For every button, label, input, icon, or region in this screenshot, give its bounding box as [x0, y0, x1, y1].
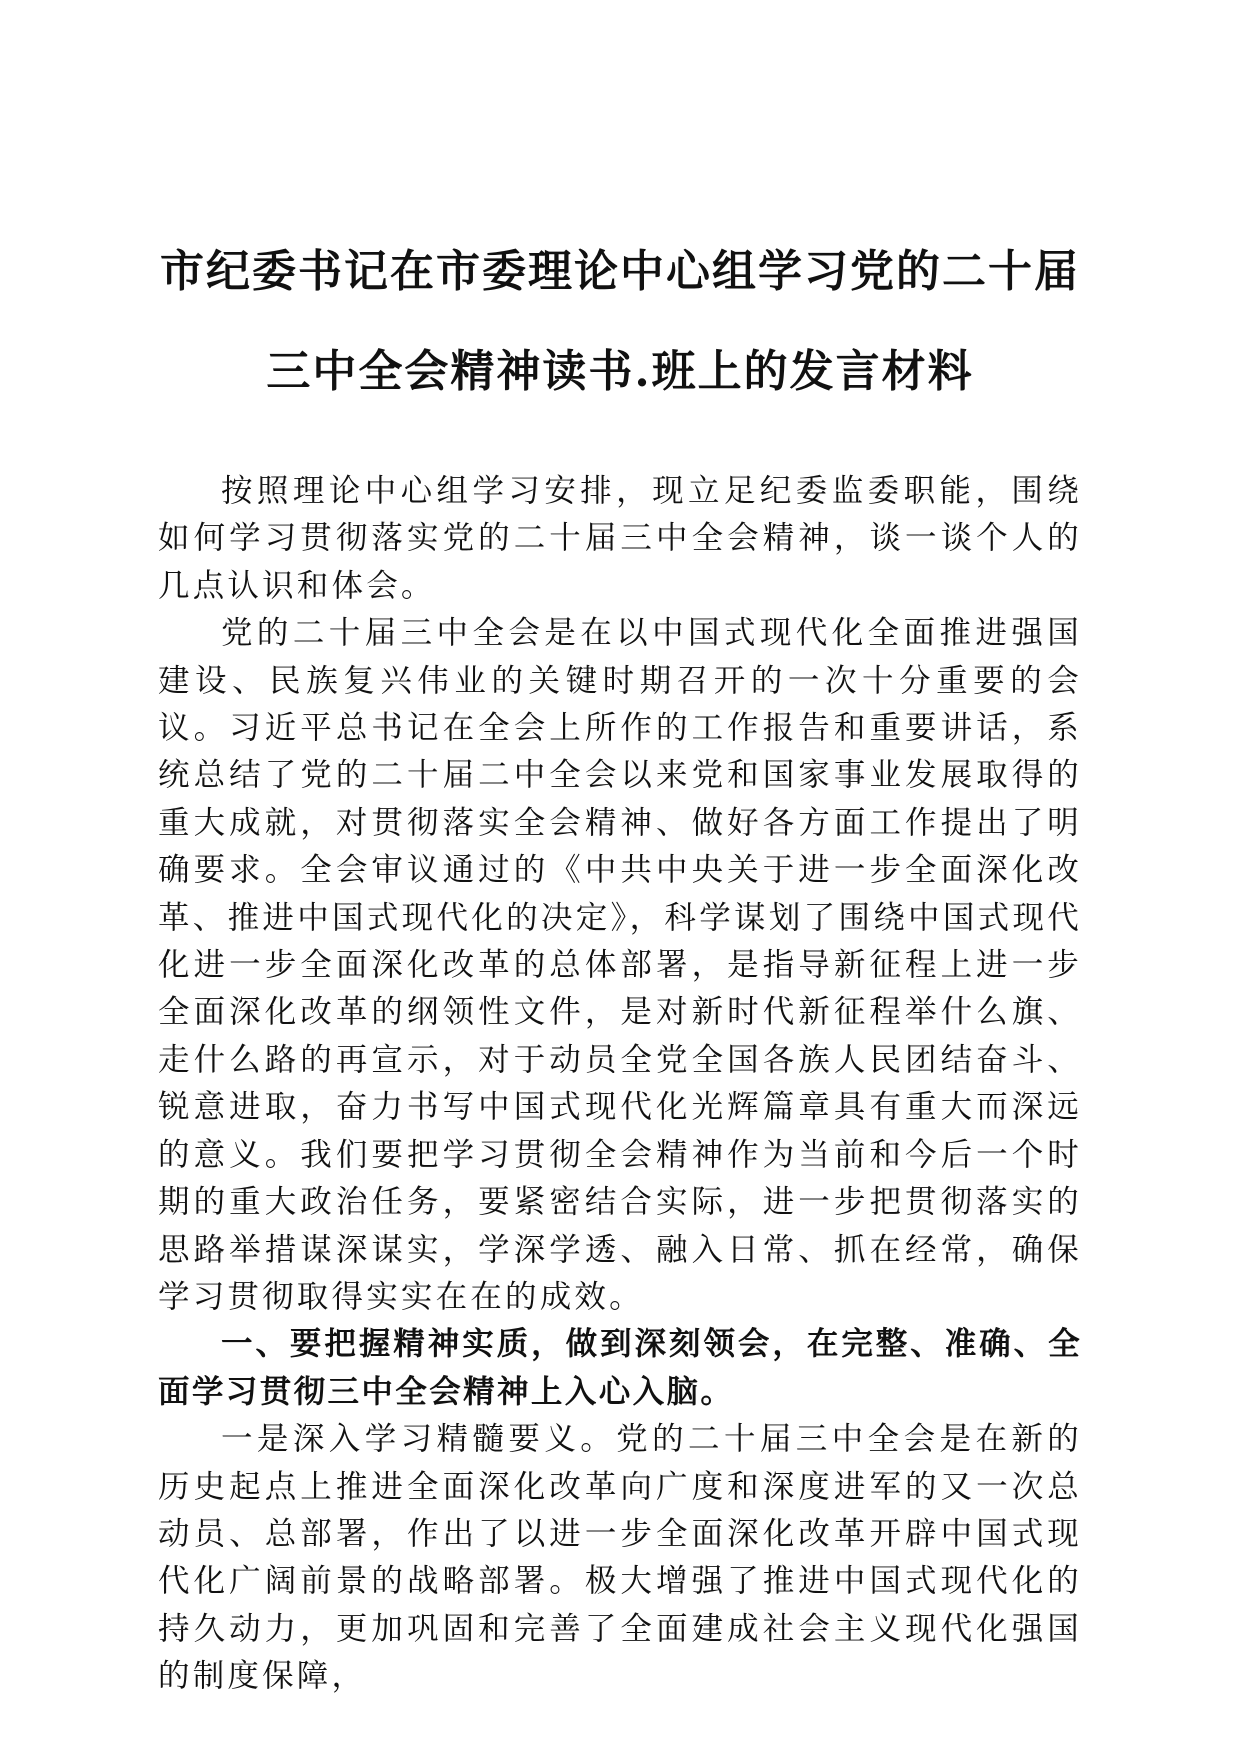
- document-title: [140, 222, 1100, 422]
- title-line-2: 三中全会精神读书.班上的发言材料: [266, 346, 974, 397]
- section-heading-1: 一、要把握精神实质，做到深刻领会，在完整、准确、全面学习贯彻三中全会精神上入心入脑。: [158, 1326, 1082, 1410]
- paragraph-point-1: 一是深入学习精髓要义。党的二十届三中全会是在新的历史起点上推进全面深化改革向广度和深度进军的又一次总动员、总部署，作出了以进一步全面深化改革开辟中国式现代化广阔前景的战略部署。极大增强了推进中国式现代化的持久动力，更加巩固和完善了全面建成社会主义现代化强国的制度保障，: [158, 1421, 1082, 1695]
- document-body: [158, 468, 1082, 1701]
- title-line-1: 市纪委书记在市委理论中心组学习党的二十届: [160, 246, 1080, 297]
- paragraph-significance: 党的二十届三中全会是在以中国式现代化全面推进强国建设、民族复兴伟业的关键时期召开的一次十分重要的会议。习近平总书记在全会上所作的工作报告和重要讲话，系统总结了党的二十届二中全会以来党和国家事业发展取得的重大成就，对贯彻落实全会精神、做好各方面工作提出了明确要求。全会审议通过的《中共中央关于进一步全面深化改革、推进中国式现代化的决定》，科学谋划了围绕中国式现代化进一步全面深化改革的总体部署，是指导新征程上进一步全面深化改革的纲领性文件，是对新时代新征程举什么旗、走什么路的再宣示，对于动员全党全国各族人民团结奋斗、锐意进取，奋力书写中国式现代化光辉篇章具有重大而深远的意义。我们要把学习贯彻全会精神作为当前和今后一个时期的重大政治任务，要紧密结合实际，进一步把贯彻落实的思路举措谋深谋实，学深学透、融入日常、抓在经常，确保学习贯彻取得实实在在的成效。: [158, 615, 1082, 1315]
- paragraph-intro: 按照理论中心组学习安排，现立足纪委监委职能，围绕如何学习贯彻落实党的二十届三中全会精神，谈一谈个人的几点认识和体会。: [158, 473, 1082, 604]
